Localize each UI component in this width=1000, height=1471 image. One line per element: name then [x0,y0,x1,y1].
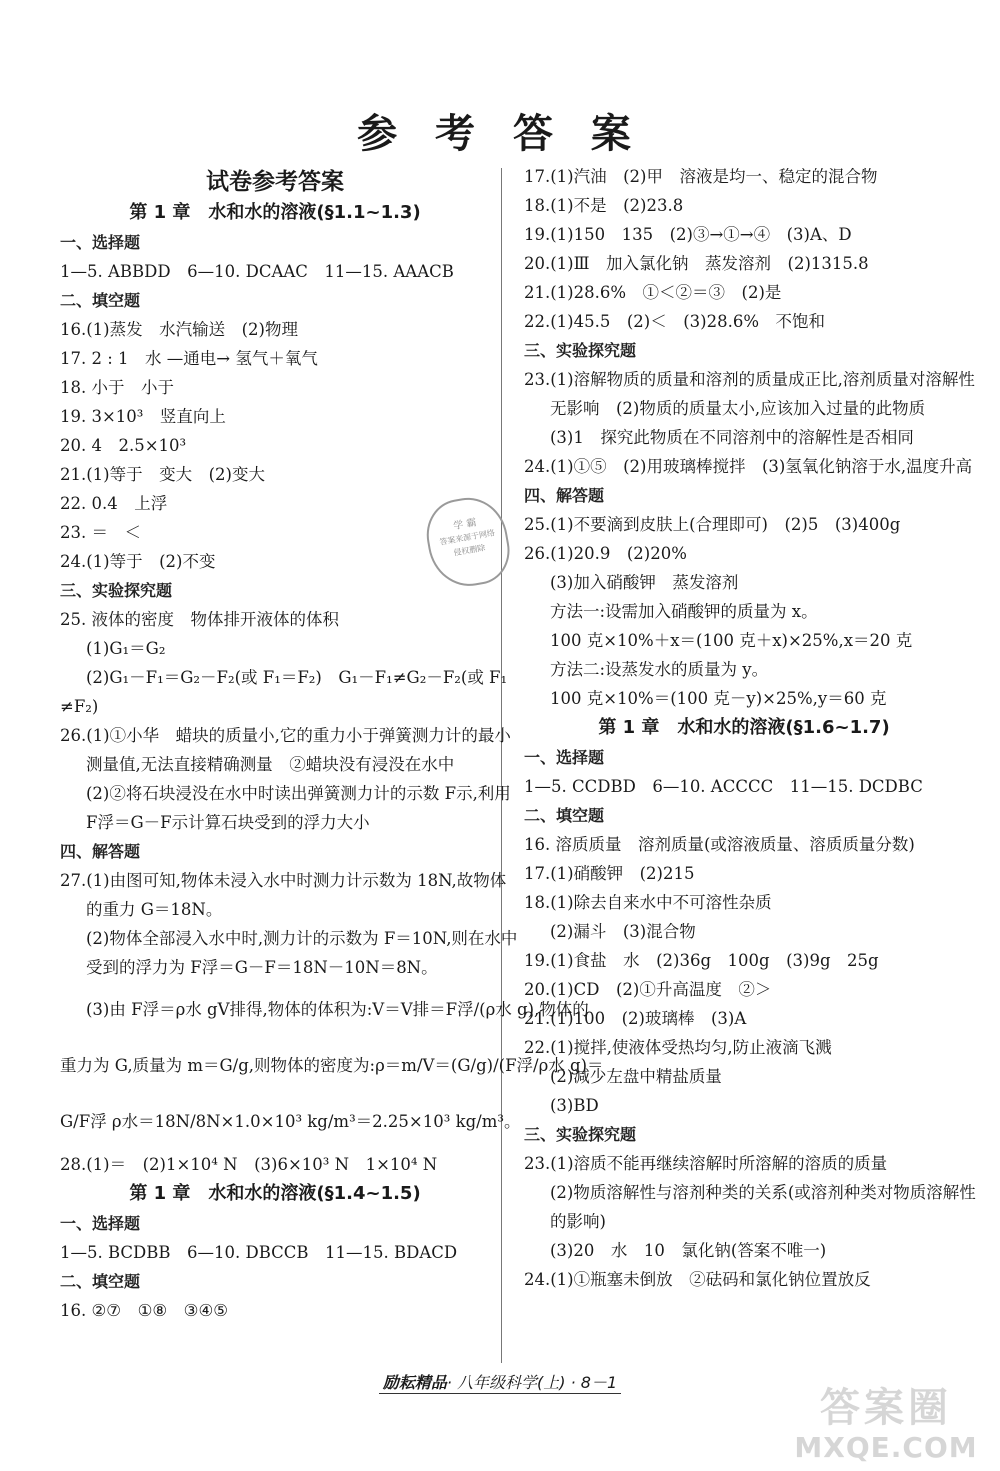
section-subtitle: 试卷参考答案 [206,169,344,195]
answer-line: 23.(1)溶解物质的质量和溶剂的质量成正比,溶剂质量对溶解性 [524,370,975,389]
answer-line: 1—5. ABBDD 6—10. DCAAC 11—15. AAACB [60,262,454,281]
footer-text: · 八年级科学(上) · 8－1 [446,1373,618,1392]
answer-line: 22. 0.4 上浮 [60,494,168,513]
answer-line: 18.(1)不是 (2)23.8 [524,196,684,215]
answer-line: 18. 小于 小于 [60,378,174,397]
answer-line: (2)物质溶解性与溶剂种类的关系(或溶剂种类对物质溶解性 [550,1183,976,1202]
answer-line: 17. 2 : 1 水 —通电→ 氢气＋氧气 [60,349,318,368]
stamp-line: 侵权删除 [452,543,487,558]
answer-line: 24.(1)①⑤ (2)用玻璃棒搅拌 (3)氢氧化钠溶于水,温度升高 [524,457,973,476]
answer-line: 方法二:设蒸发水的质量为 y。 [550,660,769,679]
answer-line: (3)BD [550,1096,599,1115]
site-watermark [786,1383,986,1469]
answer-line: ≠F₂) [60,697,99,716]
answer-line: (2)②将石块浸没在水中时读出弹簧测力计的示数 F示,利用 [86,784,511,803]
answer-line: 27.(1)由图可知,物体未浸入水中时测力计示数为 18N,故物体 [60,871,507,890]
answer-line: 17.(1)汽油 (2)甲 溶液是均一、稳定的混合物 [524,167,878,186]
section-heading: 一、选择题 [524,748,605,767]
answer-line: 无影响 (2)物质的质量太小,应该加入过量的此物质 [550,399,926,418]
answer-line: 19.(1)150 135 (2)③→①→④ (3)A、D [524,225,852,244]
answer-line: 22.(1)45.5 (2)＜ (3)28.6% 不饱和 [524,312,826,331]
formula-line: (3)由 F浮＝ρ水 gV排得,物体的体积为:V＝V排＝F浮/(ρ水 g),物体的 [86,1000,589,1019]
footer-label [379,1373,621,1394]
formula-line: G/F浮 ρ水＝18N/8N×1.0×10³ kg/m³＝2.25×10³ kg/m³。 [60,1112,521,1131]
stamp-line: 学 霸 [452,517,478,533]
answer-line: 21.(1)等于 变大 (2)变大 [60,465,265,484]
answer-line: 的影响) [550,1212,606,1231]
watermark-en: MXQE.COM [794,1431,978,1464]
answer-line: 26.(1)20.9 (2)20% [524,544,687,563]
answer-line: 1—5. CCDBD 6—10. ACCCC 11—15. DCDBC [524,777,923,796]
stamp-line: 答案来源于网络 [438,528,496,547]
answer-line: 18.(1)除去自来水中不可溶性杂质 [524,893,772,912]
answer-line: 16.(1)蒸发 水汽输送 (2)物理 [60,320,298,339]
section-heading: 二、填空题 [60,1272,141,1291]
section-heading: 三、实验探究题 [60,581,173,600]
chapter-heading: 第 1 章 水和水的溶液(§1.1~1.3) [129,202,421,223]
section-heading: 四、解答题 [524,486,605,505]
answer-line: 26.(1)①小华 蜡块的质量小,它的重力小于弹簧测力计的最小 [60,726,511,745]
answer-line: 20. 4 2.5×10³ [60,436,187,455]
answer-line: 16. 溶质质量 溶剂质量(或溶液质量、溶质质量分数) [524,835,915,854]
answer-line: 1—5. BCDBB 6—10. DBCCB 11—15. BDACD [60,1243,458,1262]
answer-line: 100 克×10%＋x＝(100 克＋x)×25%,x＝20 克 [550,631,913,650]
answer-line: (2)漏斗 (3)混合物 [550,922,696,941]
answer-line: 21.(1)28.6% ①＜②＝③ (2)是 [524,283,782,302]
column-divider [501,168,502,1363]
answer-line: 的重力 G＝18N。 [86,900,223,919]
answer-line: 19. 3×10³ 竖直向上 [60,407,226,426]
answer-line: 受到的浮力为 F浮＝G－F＝18N－10N＝8N。 [86,958,438,977]
answer-line: (2)G₁－F₁＝G₂－F₂(或 F₁＝F₂) G₁－F₁≠G₂－F₂(或 F₁ [86,668,508,687]
chapter-heading: 第 1 章 水和水的溶液(§1.6~1.7) [598,717,890,738]
section-heading: 二、填空题 [524,806,605,825]
section-heading: 一、选择题 [60,1214,141,1233]
right-column [524,162,976,1294]
answer-line: 28.(1)＝ (2)1×10⁴ N (3)6×10³ N 1×10⁴ N [60,1155,438,1174]
answer-line: 方法一:设需加入硝酸钾的质量为 x。 [550,602,818,621]
answer-line: (2)减少左盘中精盐质量 [550,1067,722,1086]
answer-line: 25.(1)不要滴到皮肤上(合理即可) (2)5 (3)400g [524,515,901,534]
answer-line: 23.(1)溶质不能再继续溶解时所溶解的溶质的质量 [524,1154,888,1173]
answer-line: 23. ＝ ＜ [60,523,141,542]
answer-line: (3)20 水 10 氯化钠(答案不唯一) [550,1241,827,1260]
answer-line: F浮＝G－F示计算石块受到的浮力大小 [86,813,370,832]
chapter-heading: 第 1 章 水和水的溶液(§1.4~1.5) [129,1183,421,1204]
answer-line: 25. 液体的密度 物体排开液体的体积 [60,610,339,629]
section-heading: 二、填空题 [60,291,141,310]
answer-line: (3)加入硝酸钾 蒸发溶剂 [550,573,739,592]
answer-line: (2)物体全部浸入水中时,测力计的示数为 F＝10N,则在水中 [86,929,518,948]
answer-line: (3)1 探究此物质在不同溶剂中的溶解性是否相同 [550,428,914,447]
answer-line: 21.(1)100 (2)玻璃棒 (3)A [524,1009,747,1028]
section-heading: 四、解答题 [60,842,141,861]
section-heading: 三、实验探究题 [524,341,637,360]
footer-brand: 励耘精品 [382,1373,447,1392]
answer-line: 19.(1)食盐 水 (2)36g 100g (3)9g 25g [524,951,879,970]
answer-line: 17.(1)硝酸钾 (2)215 [524,864,695,883]
section-heading: 一、选择题 [60,233,141,252]
answer-line: 100 克×10%＝(100 克－y)×25%,y＝60 克 [550,689,887,708]
answer-line: 20.(1)Ⅲ 加入氯化钠 蒸发溶剂 (2)1315.8 [524,254,869,273]
answer-line: 24.(1)①瓶塞未倒放 ②砝码和氯化钠位置放反 [524,1270,871,1289]
answer-line: 16. ②⑦ ①⑧ ③④⑤ [60,1301,229,1320]
watermark-cn: 答案圈 [820,1385,952,1431]
answer-line: 20.(1)CD (2)①升高温度 ②＞ [524,980,772,999]
section-heading: 三、实验探究题 [524,1125,637,1144]
page-title: 参 考 答 案 [357,111,643,157]
answer-line: (1)G₁＝G₂ [86,639,166,658]
answer-line: 测量值,无法直接精确测量 ②蜡块没有浸没在水中 [86,755,455,774]
answer-line: 24.(1)等于 (2)不变 [60,552,216,571]
answer-line: 22.(1)搅拌,使液体受热均匀,防止液滴飞溅 [524,1038,832,1057]
formula-line: 重力为 G,质量为 m＝G/g,则物体的密度为:ρ＝m/V＝(G/g)/(F浮/ρ水 g)＝ [60,1056,604,1075]
